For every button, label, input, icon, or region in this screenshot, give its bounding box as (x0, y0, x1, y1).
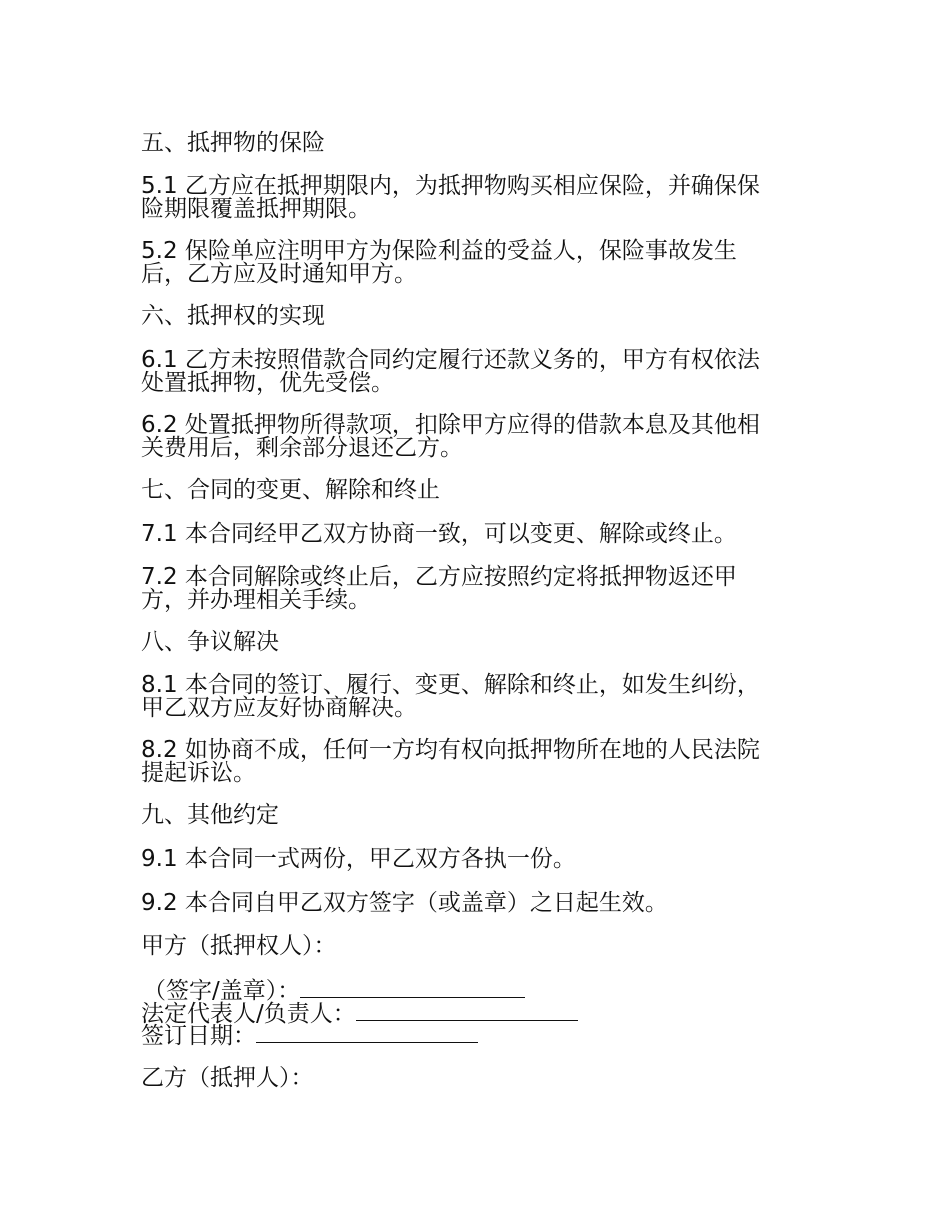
legal-rep-label: 法定代表人/负责人： (141, 1001, 356, 1027)
document-page (141, 0, 811, 1230)
clause-5-1 (141, 175, 809, 221)
section-6-heading: 六、抵押权的实现 (141, 303, 325, 329)
clause-6-1 (141, 349, 809, 395)
clause-8-1-line-1: 8.1 本合同的签订、履行、变更、解除和终止，如发生纠纷， (141, 672, 760, 698)
clause-6-2-line-1: 6.2 处置抵押物所得款项，扣除甲方应得的借款本息及其他相 (141, 412, 760, 438)
section-7-heading: 七、合同的变更、解除和终止 (141, 477, 440, 503)
section-9-heading: 九、其他约定 (141, 802, 279, 828)
clause-9-2: 9.2 本合同自甲乙双方签字（或盖章）之日起生效。 (141, 890, 668, 916)
sign-date-row (141, 1022, 478, 1049)
legal-rep-blank[interactable] (356, 1000, 578, 1021)
sign-seal-label: （签字/盖章）： (143, 978, 301, 1004)
section-8-heading: 八、争议解决 (141, 629, 279, 655)
clause-8-1 (141, 674, 809, 720)
clause-5-1-line-1: 5.1 乙方应在抵押期限内，为抵押物购买相应保险，并确保保 (141, 173, 760, 199)
clause-5-2-line-2: 后，乙方应及时通知甲方。 (141, 261, 417, 287)
clause-8-2-line-2: 提起诉讼。 (141, 760, 256, 786)
sign-date-blank[interactable] (256, 1022, 478, 1043)
clause-6-2-line-2: 关费用后，剩余部分退还乙方。 (141, 435, 463, 461)
section-5-heading: 五、抵押物的保险 (141, 130, 325, 156)
clause-6-2 (141, 414, 809, 460)
clause-5-1-line-2: 险期限覆盖抵押期限。 (141, 196, 371, 222)
clause-6-1-line-2: 处置抵押物，优先受偿。 (141, 370, 394, 396)
clause-5-2-line-1: 5.2 保险单应注明甲方为保险利益的受益人，保险事故发生 (141, 238, 737, 264)
sign-date-label: 签订日期： (141, 1023, 256, 1049)
party-a-label: 甲方（抵押权人）： (141, 933, 337, 959)
sign-seal-blank[interactable] (300, 977, 525, 998)
clause-8-2-line-1: 8.2 如协商不成，任何一方均有权向抵押物所在地的人民法院 (141, 737, 760, 763)
clause-6-1-line-1: 6.1 乙方未按照借款合同约定履行还款义务的，甲方有权依法 (141, 347, 760, 373)
clause-7-1: 7.1 本合同经甲乙双方协商一致，可以变更、解除或终止。 (141, 521, 737, 547)
clause-8-1-line-2: 甲乙双方应友好协商解决。 (141, 695, 417, 721)
clause-9-1: 9.1 本合同一式两份，甲乙双方各执一份。 (141, 846, 576, 872)
party-b-label: 乙方（抵押人）： (141, 1065, 314, 1091)
clause-7-2-line-2: 方，并办理相关手续。 (141, 587, 371, 613)
clause-8-2 (141, 739, 809, 785)
clause-7-2 (141, 566, 809, 612)
clause-7-2-line-1: 7.2 本合同解除或终止后，乙方应按照约定将抵押物返还甲 (141, 564, 737, 590)
clause-5-2 (141, 240, 809, 286)
